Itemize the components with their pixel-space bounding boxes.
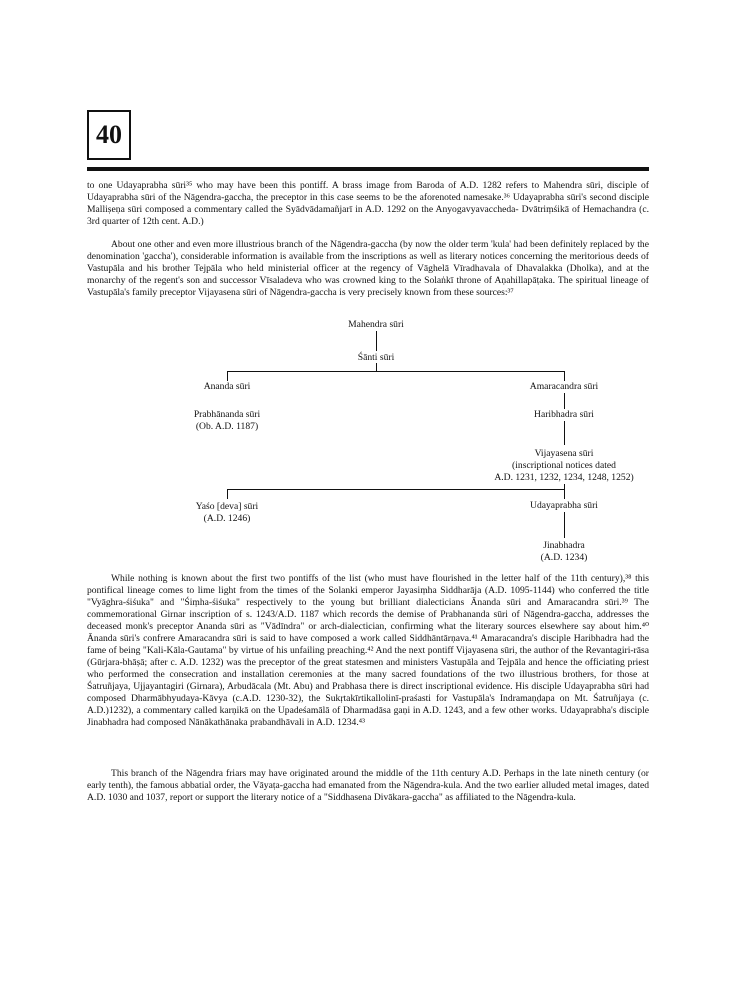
- line-haribhadra-vijayasena: [564, 421, 565, 445]
- node-vijayasena: Vijayasena sūri: [534, 448, 594, 459]
- paragraph-3: [87, 573, 649, 729]
- node-mahendra: Mahendra sūri: [348, 319, 404, 330]
- line-to-amaracandra: [564, 371, 565, 381]
- node-ananda: Ananda sūri: [203, 381, 251, 392]
- node-vijayasena-note1: (inscriptional notices dated: [512, 460, 616, 471]
- node-jinabhadra: Jinabhadra: [543, 540, 585, 551]
- node-prabhananda-note: (Ob. A.D. 1187): [195, 421, 259, 432]
- line-mahendra-santi: [376, 331, 377, 351]
- node-udayaprabha: Udayaprabha sūri: [530, 500, 598, 511]
- line-santi-down: [376, 363, 377, 371]
- line-to-udayaprabha: [564, 489, 565, 499]
- line-to-ananda: [227, 371, 228, 381]
- paragraph-1: [87, 180, 649, 228]
- page-number-box: [87, 110, 131, 160]
- line-to-yaso: [227, 489, 228, 499]
- header-rule: [87, 167, 649, 171]
- paragraph-2: [87, 239, 649, 299]
- paragraph-4: [87, 768, 649, 804]
- line-amaracandra-haribhadra: [564, 393, 565, 409]
- node-yaso-note: (A.D. 1246): [203, 513, 251, 524]
- node-jinabhadra-note: (A.D. 1234): [540, 552, 588, 563]
- node-santi: Śānti sūri: [357, 352, 395, 363]
- page-number: 40: [96, 120, 122, 149]
- line-udayaprabha-jinabhadra: [564, 512, 565, 538]
- node-haribhadra: Haribhadra sūri: [534, 409, 594, 420]
- lineage-tree: [87, 318, 649, 568]
- line-branch-2: [227, 489, 564, 490]
- node-vijayasena-note2: A.D. 1231, 1232, 1234, 1248, 1252): [494, 472, 634, 483]
- node-yaso: Yaśo [deva] sūri: [195, 501, 259, 512]
- paragraph-2-text: About one other and even more illustrious branch of the Nāgendra-gaccha (by now the older term 'kula' had been definitely replaced by the denomination 'gaccha'), considerable information is available from the inscriptions as well as literary notices concerning the meritorious deeds of Vastupāla and his brother Tejpāla who held ministerial officer at the regency of Vāghelā Vīradhavala of Dhavalakka (Dholka), and at the monarchy of the regent's son and successor Vīsaladeva who was crowned king to the Solaṅkī throne of Aṇahillapāṭaka. The spiritual lineage of Vastupāla's family preceptor Vijayasena sūri of Nāgendra-gaccha is very precisely known from these sources:³⁷: [87, 239, 649, 298]
- node-amaracandra: Amaracandra sūri: [529, 381, 599, 392]
- paragraph-4-text: This branch of the Nāgendra friars may have originated around the middle of the 11th century A.D. Perhaps in the late nineth century (or early tenth), the famous abbatial order, the Vāyaṭa-gaccha had emanated from the Nāgendra-kula. And the two earlier alluded metal images, dated A.D. 1030 and 1037, report or support the literary notice of a "Siddhasena Divākara-gaccha" as affiliated to the Nāgendra-kula.: [87, 768, 649, 803]
- paragraph-1-text: to one Udayaprabha sūri³⁵ who may have been this pontiff. A brass image from Baroda of A.D. 1282 refers to Mahendra sūri, disciple of Udayaprabha sūri of the Nāgendra-gaccha, the preceptor in this case seems to be the aforenoted namesake.³⁶ Udayaprabha sūri's second disciple Malliṣeṇa sūri composed a commentary called the Syādvādamañjarī in A.D. 1292 on the Anyogavyavaccheda- Dvātriṃśikā of Hemachandra (c. 3rd quarter of 12th cent. A.D.): [87, 180, 649, 227]
- node-prabhananda: Prabhānanda sūri: [193, 409, 261, 420]
- line-branch-1: [227, 371, 564, 372]
- paragraph-3-text: While nothing is known about the first two pontiffs of the list (who must have flourished in the letter half of the 11th century),³⁸ this pontifical lineage comes to lime light from the times of the Solanki emperor Jayasiṃha Siddharāja (A.D. 1095-1144) who conferred the title "Vyāghra-śiśuka" and "Śiṃha-śiśuka" respectively to the young but brilliant dialecticians Ānanda sūri and Amaracandra sūri.³⁹ The commemorational Girnar inscription of s. 1243/A.D. 1187 which records the demise of Prabhananda sūri of Nāgendra-gaccha, addresses the deceased monk's preceptor Ananda sūri as "Vādīndra" or arch-dialectician, confirming what the literary sources elsewhere say about him.⁴⁰ Ānanda sūri's confrere Amaracandra sūri is said to have composed a work called Siddhāntārṇava.⁴¹ Amaracandra's disciple Haribhadra had the fame of being "Kali-Kāla-Gautama" by virtue of his unfailing preaching.⁴² And the next pontiff Vijayasena sūri, the author of the Revantagiri-rāsa (Gūrjara-bhāṣā; after c. A.D. 1232) was the preceptor of the great statesmen and ministers Vastupāla and Tejpāla and hence the officiating priest who performed the consecration and installation ceremonies at the many sacred foundations of the two illustrious brothers, for those at Śatruñjaya, Ujjayantagiri (Girnara), Arbudācala (Mt. Abu) and Prabhasa there is direct inscriptional evidence. His disciple Udayaprabha sūri had composed Dharmābhyudaya-Kāvya (c.A.D. 1230-32), the Sukṛtakīrtikallolinī-praśasti for Vastupāla's Indramaṇḍapa on Mt. Śatruñjaya (c. A.D.)1232), a commentary called karṇikā on the Upadeśamālā of Dharmadāsa gaṇi in A.D. 1243, and a few other works. Udayaprabha's disciple Jinabhadra had composed Nānākathānaka prabandhāvali in A.D. 1234.⁴³: [87, 573, 649, 728]
